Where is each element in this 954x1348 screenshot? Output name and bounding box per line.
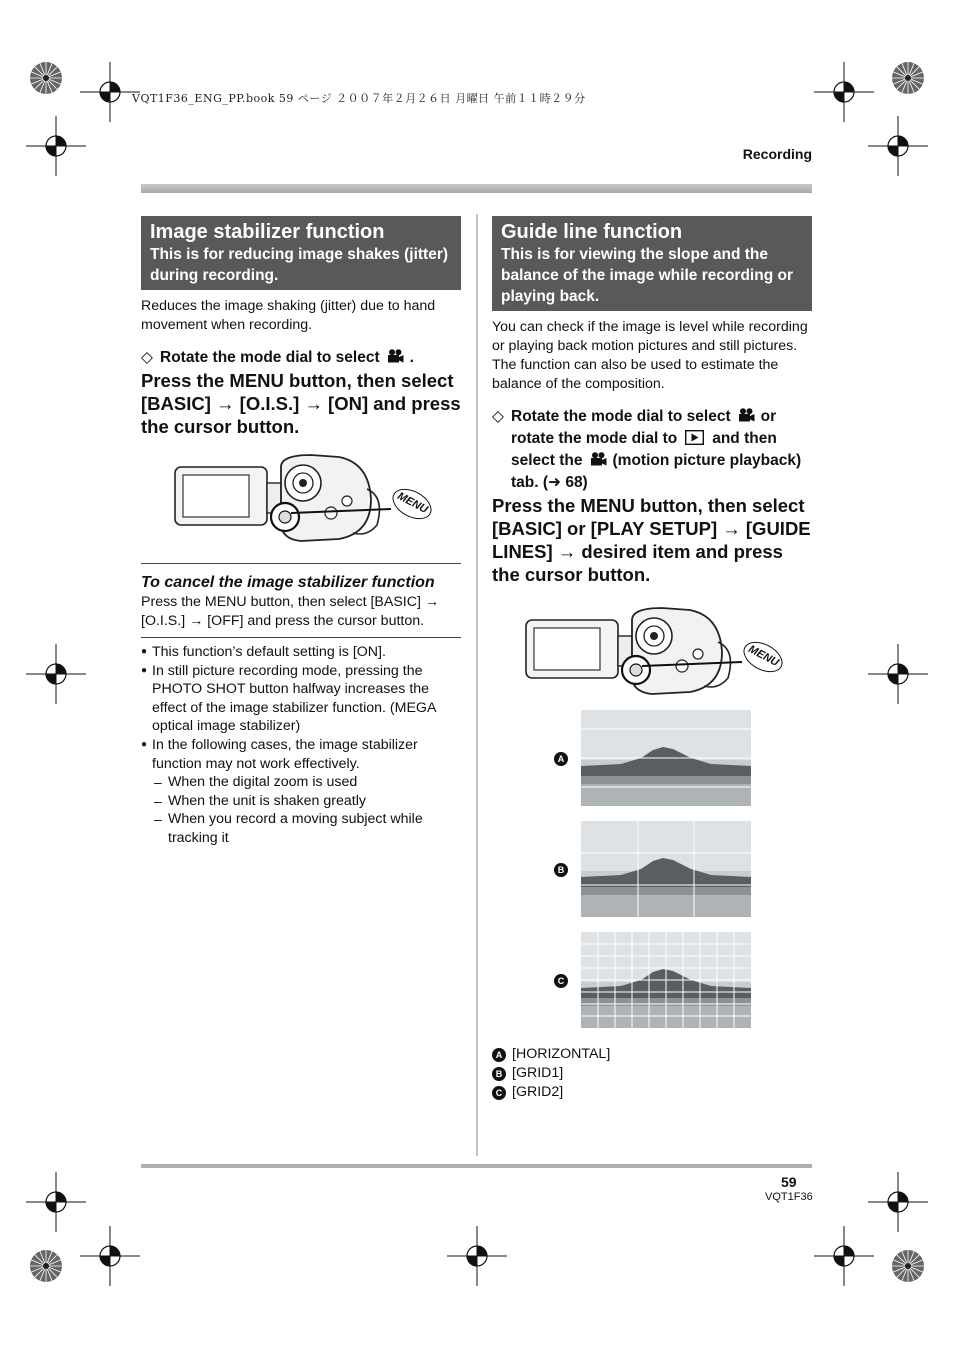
list-item: – When the digital zoom is used	[154, 774, 358, 791]
marker-a: A	[554, 752, 568, 766]
model-code: VQT1F36	[765, 1191, 813, 1203]
step-diamond-icon: ◇	[141, 349, 153, 366]
notes-list	[141, 643, 461, 773]
list-item: – When the unit is shaken greatly	[154, 792, 366, 809]
step-diamond-icon: ◇	[492, 408, 504, 425]
crosshair-registration-icon	[26, 644, 86, 704]
intro-text: Reduces the image shaking (jitter) due to hand movement when recording.	[141, 298, 436, 333]
step-1	[141, 347, 461, 369]
crosshair-registration-icon	[80, 62, 140, 122]
bottom-rule	[141, 1164, 812, 1168]
crosshair-registration-icon	[868, 1172, 928, 1232]
playback-mode-icon	[685, 430, 704, 445]
camera-mode-icon	[386, 349, 404, 363]
legend-item: B [GRID1]	[492, 1064, 812, 1083]
crosshair-registration-icon	[868, 116, 928, 176]
page-number: 59	[781, 1174, 797, 1190]
divider	[141, 637, 461, 638]
grid1-guide-image	[581, 821, 751, 917]
subnotes-list	[143, 773, 461, 847]
menu-label: MENU	[746, 643, 781, 670]
legend	[492, 1045, 812, 1102]
cancel-title: To cancel the image stabilizer function	[141, 574, 435, 591]
top-rule	[141, 184, 812, 193]
image-stabilizer-section	[141, 216, 461, 848]
list-item: – When you record a moving subject while tracking it	[154, 811, 423, 846]
crosshair-registration-icon	[26, 58, 66, 98]
step-2: Press the MENU button, then select [BASIC] → [O.I.S.] → [ON] and press the cursor button.	[141, 370, 461, 437]
section-label: Recording	[742, 146, 812, 162]
menu-label: MENU	[395, 490, 430, 517]
camcorder-illustration	[492, 606, 812, 710]
crosshair-registration-icon	[888, 58, 928, 98]
intro-text: You can check if the image is level while recording or playing back motion pictures and still pictures. The function can also be used to estimate the balance of the composition.	[492, 319, 808, 392]
step-1-suffix: .	[409, 349, 414, 366]
crosshair-registration-icon	[868, 644, 928, 704]
camera-mode-icon	[589, 452, 607, 466]
example-grid1	[492, 821, 812, 932]
horizontal-guide-image	[581, 710, 751, 806]
cancel-text: Press the MENU button, then select [BASIC] → [O.I.S.] → [OFF] and press the cursor button.	[141, 594, 440, 629]
bullet-icon: ●	[141, 738, 148, 750]
legend-item: A [HORIZONTAL]	[492, 1045, 812, 1064]
column-divider	[476, 214, 478, 1156]
printer-line: VQT1F36_ENG_PP.book 59 ページ ２００７年２月２６日 月曜日 午前１１時２９分	[132, 92, 586, 105]
section-subtitle: This is for viewing the slope and the balance of the image while recording or playing back.	[501, 246, 793, 305]
legend-item: C [GRID2]	[492, 1083, 812, 1102]
section-title: Image stabilizer function	[150, 221, 385, 243]
guide-line-section	[492, 216, 812, 1102]
crosshair-registration-icon	[80, 1226, 140, 1286]
camera-mode-icon	[737, 408, 755, 422]
step-2: Press the MENU button, then select [BASIC] or [PLAY SETUP] → [GUIDE LINES] → desired item and press the cursor button.	[492, 495, 811, 585]
guide-line-examples	[492, 710, 812, 1043]
example-grid2	[492, 932, 812, 1043]
step-1: ◇ Rotate the mode dial to select or rotate the mode dial to and then select the (motion picture playback) tab. (➜ 68)	[492, 408, 802, 491]
marker-b: B	[554, 863, 568, 877]
section-header	[492, 216, 812, 311]
list-item: ● In the following cases, the image stabilizer function may not work effectively.	[141, 736, 418, 772]
marker-c: C	[554, 974, 568, 988]
list-item: ● In still picture recording mode, pressing the PHOTO SHOT button halfway increases the effect of the image stabilizer function. (MEGA optical image stabilizer)	[141, 662, 436, 735]
crosshair-registration-icon	[814, 1226, 874, 1286]
bullet-icon: ●	[141, 646, 148, 657]
crosshair-registration-icon	[888, 1246, 928, 1286]
crosshair-registration-icon	[26, 1172, 86, 1232]
list-item: ● This function’s default setting is [ON].	[141, 644, 386, 660]
crosshair-registration-icon	[814, 62, 874, 122]
camcorder-illustration	[141, 453, 461, 561]
section-header	[141, 216, 461, 290]
grid2-guide-image	[581, 932, 751, 1028]
section-title: Guide line function	[501, 221, 683, 243]
bullet-icon: ●	[141, 664, 148, 676]
crosshair-registration-icon	[26, 116, 86, 176]
step-1-text: Rotate the mode dial to select	[160, 349, 380, 366]
example-horizontal	[492, 710, 812, 821]
section-subtitle: This is for reducing image shakes (jitter) during recording.	[150, 246, 449, 284]
crosshair-registration-icon	[26, 1246, 66, 1286]
divider	[141, 563, 461, 564]
crosshair-registration-icon	[447, 1226, 507, 1286]
